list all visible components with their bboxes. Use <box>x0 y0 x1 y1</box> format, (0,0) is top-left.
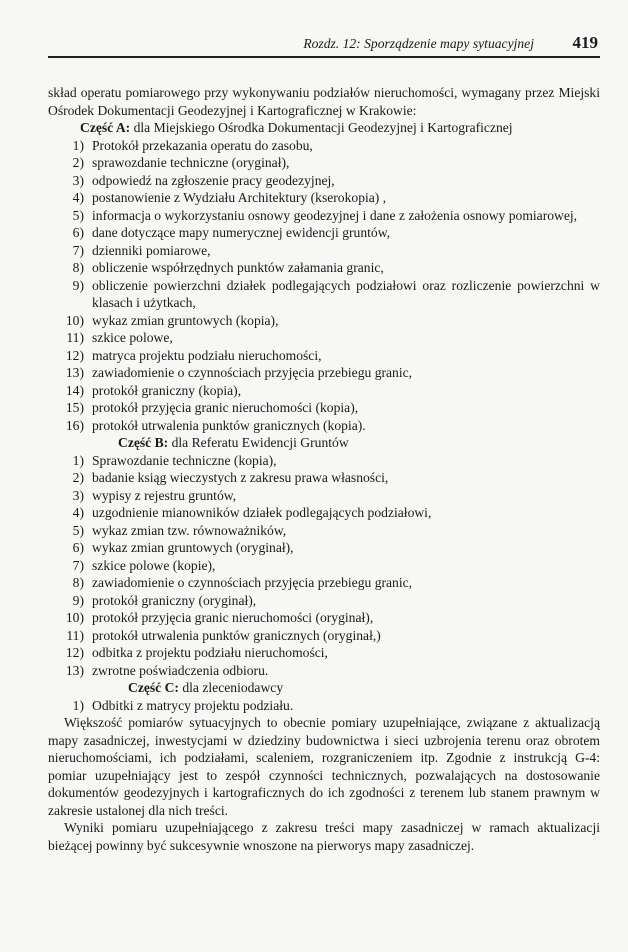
list-item <box>48 172 600 190</box>
item-number: 3) <box>72 172 84 188</box>
item-number: 5) <box>72 522 84 538</box>
item-number: 2) <box>72 155 84 170</box>
item-text: protokół utrwalenia punktów granicznych (kopia). <box>92 417 366 433</box>
item-number: 4) <box>72 505 84 520</box>
list-item <box>48 154 600 172</box>
item-text: obliczenie współrzędnych punktów załamania granic, <box>92 260 384 275</box>
item-text: wypisy z rejestru gruntów, <box>92 487 237 503</box>
list-item <box>48 417 600 435</box>
item-number: 12) <box>65 645 84 660</box>
item-text: dzienniki pomiarowe, <box>92 242 211 258</box>
list-item <box>48 224 600 242</box>
list-item <box>48 574 600 592</box>
item-number: 1) <box>72 697 84 713</box>
list-item <box>48 207 600 225</box>
section-label: Część A: <box>80 120 131 135</box>
list-item <box>48 382 600 400</box>
closing-container <box>48 714 600 854</box>
item-text: protokół graniczny (oryginał), <box>92 592 257 608</box>
item-text: wykaz zmian gruntowych (oryginał), <box>92 540 294 555</box>
item-text: szkice polowe (kopie), <box>92 557 216 573</box>
section-label: Część B: <box>118 435 169 450</box>
item-text: obliczenie powierzchni działek podlegających podziałowi oraz rozliczenie powierzchni w klasach i użytkach, <box>92 277 600 310</box>
section-list <box>48 452 600 680</box>
item-text: postanowienie z Wydziału Architektury (kserokopia) , <box>92 190 387 205</box>
item-number: 15) <box>65 400 84 415</box>
header-rule <box>48 56 600 58</box>
item-text: protokół przyjęcia granic nieruchomości (oryginał), <box>92 610 374 625</box>
item-number: 1) <box>72 452 84 468</box>
item-text: zwrotne poświadczenia odbioru. <box>92 662 269 678</box>
list-item <box>48 522 600 540</box>
item-number: 12) <box>65 347 84 363</box>
item-number: 6) <box>72 225 84 240</box>
list-item <box>48 364 600 382</box>
list-item <box>48 189 600 207</box>
section-list <box>48 137 600 435</box>
item-number: 8) <box>72 575 84 590</box>
item-text: protokół utrwalenia punktów granicznych (oryginał,) <box>92 627 381 643</box>
section-heading <box>48 434 600 452</box>
item-text: szkice polowe, <box>92 330 173 345</box>
item-text: wykaz zmian gruntowych (kopia), <box>92 312 279 328</box>
item-number: 10) <box>65 312 84 328</box>
item-text: protokół graniczny (kopia), <box>92 382 242 398</box>
item-number: 9) <box>72 277 84 293</box>
item-text: wykaz zmian tzw. równoważników, <box>92 522 287 538</box>
list-item <box>48 557 600 575</box>
item-text: zawiadomienie o czynnościach przyjęcia przebiegu granic, <box>92 575 413 590</box>
item-text: odbitka z projektu podziału nieruchomości, <box>92 645 328 660</box>
list-item <box>48 452 600 470</box>
item-number: 4) <box>72 190 84 205</box>
section-heading <box>48 679 600 697</box>
section-title: dla Referatu Ewidencji Gruntów <box>168 435 349 450</box>
item-text: sprawozdanie techniczne (oryginał), <box>92 155 290 170</box>
item-number: 9) <box>72 592 84 608</box>
item-number: 11) <box>66 627 84 643</box>
list-item <box>48 277 600 312</box>
list-item <box>48 504 600 522</box>
list-item <box>48 329 600 347</box>
list-item <box>48 259 600 277</box>
item-number: 13) <box>65 662 84 678</box>
item-number: 16) <box>65 417 84 433</box>
item-number: 3) <box>72 487 84 503</box>
item-number: 8) <box>72 260 84 275</box>
item-number: 1) <box>72 137 84 153</box>
page-number: 419 <box>572 33 598 52</box>
list-item <box>48 539 600 557</box>
item-number: 7) <box>72 242 84 258</box>
item-text: protokół przyjęcia granic nieruchomości (kopia), <box>92 400 359 415</box>
item-text: dane dotyczące mapy numerycznej ewidencji gruntów, <box>92 225 391 240</box>
item-number: 7) <box>72 557 84 573</box>
item-text: Protokół przekazania operatu do zasobu, <box>92 137 313 153</box>
item-text: zawiadomienie o czynnościach przyjęcia przebiegu granic, <box>92 365 413 380</box>
list-item <box>48 662 600 680</box>
item-number: 13) <box>65 365 84 380</box>
section-title: dla zleceniodawcy <box>178 680 284 695</box>
list-item <box>48 399 600 417</box>
item-text: matryca projektu podziału nieruchomości, <box>92 347 322 363</box>
section-title: dla Miejskiego Ośrodka Dokumentacji Geodezyjnej i Kartograficznej <box>130 120 513 135</box>
sections-container <box>48 119 600 714</box>
closing-paragraph: Większość pomiarów sytuacyjnych to obecnie pomiary uzupełniające, związane z aktualizacją mapy zasadniczej, inwestycjami w dziedziny budownictwa i sieci uzbrojenia terenu oraz obrotem nieruchomościami, ich podziałami, scaleniem, rozgraniczeniem itp. Zgodnie z instrukcją G-4: pomiar uzupełniający jest to zespół czynności technicznych, pozwalających na dostosowanie dokumentów geodezyjnych i kartograficznych do ich zgodności z terenem lub stanem prawnym w zakresie ustalonej dla nich treści. <box>48 715 600 818</box>
page-body <box>48 84 600 854</box>
intro-paragraph: skład operatu pomiarowego przy wykonywaniu podziałów nieruchomości, wymagany przez Miejski Ośrodek Dokumentacji Geodezyjnej i Kartograficznej w Krakowie: <box>48 85 600 118</box>
section-heading <box>48 119 600 137</box>
item-number: 14) <box>65 382 84 398</box>
item-number: 11) <box>66 330 84 345</box>
item-text: badanie ksiąg wieczystych z zakresu prawa własności, <box>92 470 389 485</box>
list-item <box>48 347 600 365</box>
list-item <box>48 644 600 662</box>
list-item <box>48 592 600 610</box>
closing-paragraph: Wyniki pomiaru uzupełniającego z zakresu treści mapy zasadniczej w ramach aktualizacji bieżącej powinny być sukcesywnie wnoszone na pierworys mapy zasadniczej. <box>48 820 600 853</box>
list-item <box>48 697 600 715</box>
list-item <box>48 609 600 627</box>
list-item <box>48 312 600 330</box>
section-list <box>48 697 600 715</box>
item-number: 10) <box>65 610 84 625</box>
list-item <box>48 487 600 505</box>
list-item <box>48 469 600 487</box>
list-item <box>48 242 600 260</box>
item-text: informacja o wykorzystaniu osnowy geodezyjnej i dane z założenia osnowy pomiarowej, <box>92 207 578 223</box>
list-item <box>48 627 600 645</box>
item-number: 6) <box>72 540 84 555</box>
list-item <box>48 137 600 155</box>
running-header <box>48 33 600 56</box>
item-number: 2) <box>72 470 84 485</box>
item-number: 5) <box>72 207 84 223</box>
item-text: odpowiedź na zgłoszenie pracy geodezyjnej, <box>92 172 335 188</box>
chapter-title: Rozdz. 12: Sporządzenie mapy sytuacyjnej <box>303 36 534 51</box>
item-text: Odbitki z matrycy projektu podziału. <box>92 697 294 713</box>
section-label: Część C: <box>128 680 179 695</box>
item-text: Sprawozdanie techniczne (kopia), <box>92 452 277 468</box>
item-text: uzgodnienie mianowników działek podlegających podziałowi, <box>92 505 432 520</box>
